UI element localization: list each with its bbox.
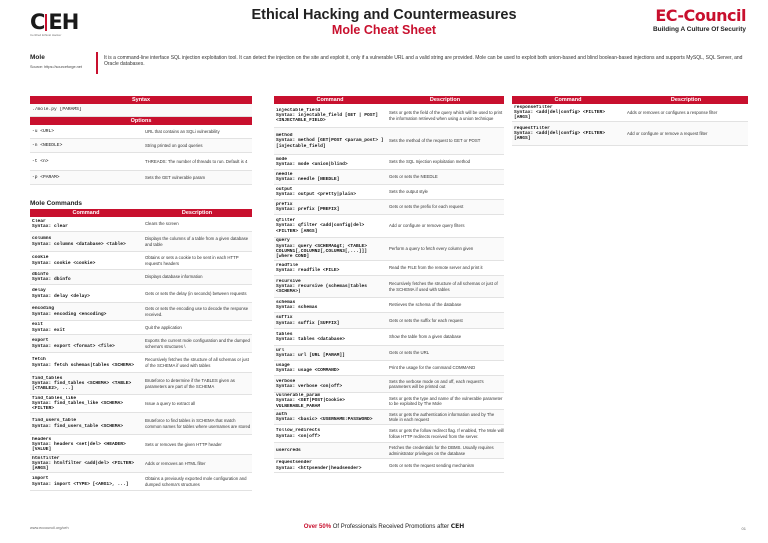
description-cell: Sets the SQL Injection exploitation method [389, 159, 471, 165]
description-cell: Sets or gets the follow redirect flag. If enabled, The Mole will follow HTTP redirects received from the server. [389, 428, 504, 439]
command-name: export [32, 338, 49, 344]
page-header [0, 0, 768, 46]
command-syntax: Syntax: export <format> <file> [32, 343, 115, 349]
command-cell [274, 108, 386, 124]
command-cell [274, 218, 386, 234]
description-cell: Adds or removes an HTML filter [145, 460, 206, 466]
description-cell: Bruteforce to find tables in SCHEMA that match common names for tables where usernames are stored [145, 418, 251, 429]
command-name: prefix [276, 201, 293, 207]
description-cell: Gets or sets the suffix for each request [389, 317, 463, 323]
command-cell [30, 219, 142, 230]
command-cell [30, 396, 142, 412]
command-name: usage [276, 362, 290, 368]
command-syntax: Syntax: cookie <cookie> [32, 260, 96, 266]
description-cell: Clears the screen [145, 221, 179, 227]
description-cell: Gets or sets the NEEDLE [389, 174, 438, 180]
command-syntax: Syntax: qfilter <add|config|del> <FILTER> [ARGS] [276, 223, 365, 234]
description-cell: Recursively fetches the structure of all schemas or just of the SCHEMA if used with tables [389, 281, 498, 292]
table-row [30, 373, 252, 395]
command-name: cookie [32, 255, 49, 261]
table-row [274, 376, 504, 393]
command-syntax: Syntax: <basic> <USERNAME:PASSWORD> [276, 417, 373, 422]
command-syntax: Syntax: readfile <FILE> [276, 268, 340, 273]
command-name: vulnerable_param [276, 393, 321, 399]
table-row [274, 185, 504, 200]
syntax-header: Syntax [30, 96, 252, 104]
table-row [30, 125, 252, 139]
table-row [30, 435, 252, 455]
table-row [30, 252, 252, 270]
command-syntax: Syntax: fetch schemas|tables <SCHEMA> [32, 362, 134, 368]
command-cell [30, 322, 142, 333]
description-cell: Displays the columns of a table from a given database and table [145, 236, 249, 247]
table-row [274, 298, 504, 313]
command-name: headers [32, 436, 52, 442]
command-cell [274, 393, 386, 409]
mole-commands-header: Command Description [30, 209, 252, 217]
description-cell: Displays database information [145, 274, 203, 280]
table-row [274, 261, 504, 276]
command-cell [274, 428, 386, 439]
table-row [274, 238, 504, 261]
column-right [512, 96, 748, 146]
command-syntax: Syntax: schemas [276, 305, 318, 310]
description-cell: Gets or sets the URL [389, 350, 430, 356]
command-syntax: Syntax: query <SCHEMA&gt; <TABLE> COLUMN1[,COLUMN2[,COLUMN3[,...]]] [where COND] [276, 243, 367, 260]
description-cell: Print the usage for the command COMMAND [389, 365, 476, 371]
command-syntax: Syntax: import <TYPE> [<ARG1>, ...] [32, 481, 129, 487]
command-name: find_tables_like [32, 395, 77, 401]
command-syntax: Syntax: find_users_table <SCHEMA> [32, 423, 123, 429]
table-row [512, 122, 748, 146]
command-name: query [276, 238, 290, 244]
table-row [274, 329, 504, 346]
tool-source: Source: https://sourceforge.net [30, 65, 82, 69]
table-row [30, 455, 252, 473]
column-left [30, 96, 252, 185]
command-name: method [276, 133, 293, 139]
table-row [274, 443, 504, 459]
command-cell [274, 315, 386, 326]
table-row [274, 313, 504, 329]
table-row [30, 353, 252, 373]
command-name: find_tables [32, 375, 63, 381]
command-cell [274, 448, 386, 453]
command-syntax: Syntax: htmlfilter <add|del> <FILTER> [ARGS] [32, 460, 134, 472]
description-cell: Sets or gets the field of the query which will be used to print the information retrieved when using a union technique [389, 110, 503, 121]
command-cell: -t <n> [32, 158, 49, 164]
command-name: columns [32, 236, 52, 242]
command-name: import [32, 476, 49, 482]
command-cell [30, 236, 142, 247]
description-cell: Read the FILE from the remote server and print it [389, 265, 483, 271]
mole-commands-table [30, 209, 252, 491]
command-cell [274, 300, 386, 311]
command-syntax: Syntax: needle [NEEDLE] [276, 177, 340, 182]
description-cell: Fetches the credentials for the DBMS. Usually requires administrator privileges on the database [389, 445, 494, 456]
command-cell: -u <URL> [32, 128, 55, 134]
command-cell [274, 363, 386, 374]
description-cell: Gets or sets the request sending mechanism [389, 462, 475, 468]
table-row [30, 395, 252, 413]
command-name: auth [276, 411, 288, 417]
table-row [30, 335, 252, 353]
description-cell: Obtains or sets a cookie to be sent in each HTTP request's headers [145, 255, 239, 266]
syntax-command: ./mole.py [PARAMS] [32, 107, 82, 113]
command-syntax: Syntax: output <pretty|plain> [276, 192, 356, 197]
description-cell: Sets or removes the given HTTP header [145, 441, 222, 447]
command-name: requestfilter [514, 125, 550, 131]
description-cell: THREADS: The number of threads to run. Default is 4 [145, 158, 248, 164]
page-subtitle: Mole Cheat Sheet [331, 23, 437, 37]
description-cell: Quit the application [145, 324, 182, 330]
page-title: Ethical Hacking and Countermeasures [251, 7, 517, 23]
command-cell [274, 348, 386, 359]
command-syntax: Syntax: headers <set|del> <HEADER> [VALUE] [32, 441, 126, 453]
description-cell: String printed on good queries [145, 142, 203, 148]
table-row [30, 232, 252, 252]
command-cell [30, 456, 142, 472]
command-cell [30, 272, 142, 283]
footer-promo: Over 50% Of Professionals Received Promotions after CEH [303, 523, 465, 530]
tool-intro [30, 52, 745, 78]
table-row [30, 171, 252, 185]
command-name: exit [32, 322, 44, 328]
command-syntax: Syntax: mode <union|blind> [276, 162, 348, 167]
table-row [274, 200, 504, 215]
command-syntax: Syntax: method [GET|POST <param_post> ] [injectable_field] [276, 138, 384, 149]
command-cell [30, 338, 142, 349]
col2-header: Command Description [274, 96, 504, 104]
table-row [274, 128, 504, 155]
table-row [30, 321, 252, 335]
command-cell [30, 437, 142, 453]
command-syntax: Syntax: url [URL [PARAM]] [276, 353, 345, 358]
table-row [274, 459, 504, 473]
options-header: Options [30, 117, 252, 125]
table-row [30, 473, 252, 491]
command-syntax: Syntax: <on|off> [276, 433, 321, 439]
command-syntax: Syntax: columns <database> <table> [32, 241, 126, 247]
command-cell [30, 418, 142, 429]
command-cell [274, 460, 386, 471]
table-row [30, 139, 252, 153]
description-cell: Gets or sets the delay (in seconds) between requests [145, 290, 247, 296]
ceh-logo-subtitle: Certified Ethical Hacker [30, 33, 62, 37]
command-cell [274, 238, 386, 259]
table-row [512, 104, 748, 122]
table-row [274, 155, 504, 170]
description-cell: Sets or gets the authentication information used by The Mole in each request [389, 411, 495, 422]
command-cell [274, 133, 386, 149]
table-row [274, 104, 504, 128]
command-name: output [276, 186, 293, 192]
command-name: find_users_table [32, 418, 77, 424]
table-row [274, 215, 504, 238]
command-name: mode [276, 156, 288, 162]
command-name: dbinfo [32, 271, 49, 277]
description-cell: Sets the GET vulnerable param [145, 174, 206, 180]
command-name: htmlfilter [32, 455, 60, 461]
table-row [30, 413, 252, 435]
description-cell: Retrieves the schema of the database [389, 302, 462, 308]
page-number: 01 [741, 526, 746, 531]
command-name: readfile [276, 262, 299, 268]
command-syntax: Syntax: <add|del|config> <FILTER> [ARGS] [514, 130, 605, 142]
command-name: usercreds [276, 447, 301, 453]
table-row [274, 346, 504, 361]
command-cell [274, 379, 386, 390]
command-syntax: Syntax: find_tables <SCHEMA> <TABLE> [<TABLE2>, ...] [32, 380, 132, 392]
ceh-logo: C EH [30, 10, 79, 34]
options-table [30, 125, 252, 185]
command-syntax: Syntax: usage <COMMAND> [276, 368, 340, 373]
command-name: verbose [276, 378, 296, 384]
command-name: qfilter [276, 218, 296, 224]
table-row [274, 276, 504, 298]
tool-name: Mole [30, 54, 45, 61]
command-cell [30, 476, 142, 487]
command-cell [30, 376, 142, 392]
command-name: requestsender [276, 460, 312, 466]
table-row [30, 270, 252, 285]
table-row [274, 170, 504, 185]
syntax-row [30, 104, 252, 117]
command-cell [274, 332, 386, 343]
command-syntax: Syntax: clear [32, 224, 68, 229]
command-cell [274, 412, 386, 423]
description-cell: Gets or sets the encoding use to decode the response received. [145, 306, 249, 317]
table-row [30, 217, 252, 232]
command-name: url [276, 347, 285, 353]
command-syntax: Syntax: delay <delay> [32, 293, 90, 299]
command-syntax: Syntax: recursive (schemas|tables <SCHEMA>) [276, 283, 367, 295]
command-name: follow_redirects [276, 428, 321, 434]
command-name: schemas [276, 299, 296, 305]
command-name: fetch [32, 357, 46, 363]
command-syntax: Syntax: <httpsender|headsender> [276, 465, 362, 471]
table-row [274, 393, 504, 410]
command-cell [274, 157, 386, 168]
tool-description: It is a command-line interface SQL injection exploitation tool. It can detect the injection on the site and exploit it, only if a vulnerable URL and a valid string are provided. Mole can be used to exploit both union-based and blind boolean-based injections and supports MySQL, SQL Server, and Oracle databases. [104, 55, 743, 68]
col3-header: Command Description [512, 96, 748, 104]
description-cell: Add or configure or remove query filters [389, 223, 465, 229]
command-syntax: Syntax: prefix [PREFIX] [276, 207, 340, 212]
command-cell [274, 263, 386, 274]
command-syntax: Syntax: encoding <encoding> [32, 311, 107, 317]
description-cell: Gets or sets the prefix for each request [389, 204, 464, 210]
command-cell [30, 255, 142, 266]
command-syntax: Syntax: suffix [SUFFIX] [276, 320, 340, 326]
command-syntax: Syntax: exit [32, 327, 66, 333]
intro-divider [96, 52, 98, 74]
table-row [30, 285, 252, 303]
command-syntax: Syntax: <GET|POST|Cookie> VULNERABLE_PARAM [276, 398, 345, 409]
mole-commands-title: Mole Commands [30, 200, 83, 207]
command-name: tables [276, 331, 293, 337]
footer-url[interactable]: www.eccouncil.org/ceh [30, 526, 69, 530]
command-cell [30, 357, 142, 368]
command-cell [512, 126, 624, 142]
command-name: suffix [276, 315, 293, 321]
command-cell [274, 187, 386, 198]
ec-council-logo [653, 6, 746, 33]
command-name: Clear [32, 218, 46, 224]
description-cell: Bruteforce to determine if the TABLES given as parameters are part of the SCHEMA [145, 378, 235, 389]
description-cell: Recursively fetches the structure of all schemas or just of the SCHEMA if used with tables [145, 357, 249, 368]
table-row [30, 303, 252, 321]
command-name: encoding [32, 306, 55, 312]
command-cell [274, 202, 386, 213]
command-syntax: Syntax: <add|del|config> <FILTER> [ARGS] [514, 109, 605, 121]
command-syntax: Syntax: tables <database> [276, 337, 345, 342]
command-cell [274, 172, 386, 183]
brand-name: EC-Council [655, 6, 746, 25]
command-cell: -p <PARAM> [32, 174, 60, 180]
description-cell: Perform a query to fetch every column given [389, 246, 474, 252]
command-cell [512, 105, 624, 121]
description-cell: Show the table from a given database [389, 334, 462, 340]
description-cell: Obtains a previously exported mole configuration and dumped schema's structures [145, 476, 247, 487]
command-cell [30, 306, 142, 317]
command-syntax: Syntax: find_tables_like <SCHEMA> <FILTER> [32, 400, 123, 412]
table-row [274, 361, 504, 376]
description-cell: Issue a query to extract all [145, 400, 196, 406]
command-syntax: Syntax: dbinfo [32, 277, 71, 282]
description-cell: URL that contains an SQLi vulnerability [145, 128, 220, 134]
description-cell: Sets the method of the request to GET or POST [389, 138, 481, 144]
column-middle [274, 96, 504, 473]
description-cell: Exports the current mole configuration and the dumped schema's structures \ [145, 338, 250, 349]
command-name: responsefilter [514, 104, 553, 110]
table-row [274, 410, 504, 425]
command-name: needle [276, 171, 293, 177]
description-cell: Adds or removes or configures a response filter [627, 109, 718, 115]
table-row [274, 425, 504, 443]
table-row [30, 153, 252, 171]
command-name: delay [32, 288, 46, 294]
description-cell: Sets the output style [389, 189, 428, 195]
command-name: recursive [276, 278, 301, 284]
description-cell: Sets the verbose mode on and off, each request's parameters will be printed out [389, 378, 484, 389]
page-footer [0, 521, 768, 535]
description-cell: Sets or gets the type and name of the vulnerable parameter to be exploited by The Mole [389, 395, 503, 406]
command-cell [274, 279, 386, 295]
brand-tagline: Building A Culture Of Security [652, 26, 746, 33]
description-cell: Add or configure or remove a request filter [627, 130, 708, 136]
command-syntax: Syntax: verbose <on|off> [276, 384, 343, 389]
command-cell [30, 288, 142, 299]
command-cell: -n <NEEDLE> [32, 142, 63, 148]
command-name: injectable_field [276, 107, 321, 113]
command-syntax: Syntax: injectable_field [GET | POST] <INJECTABLE_FIELD> [276, 112, 378, 124]
